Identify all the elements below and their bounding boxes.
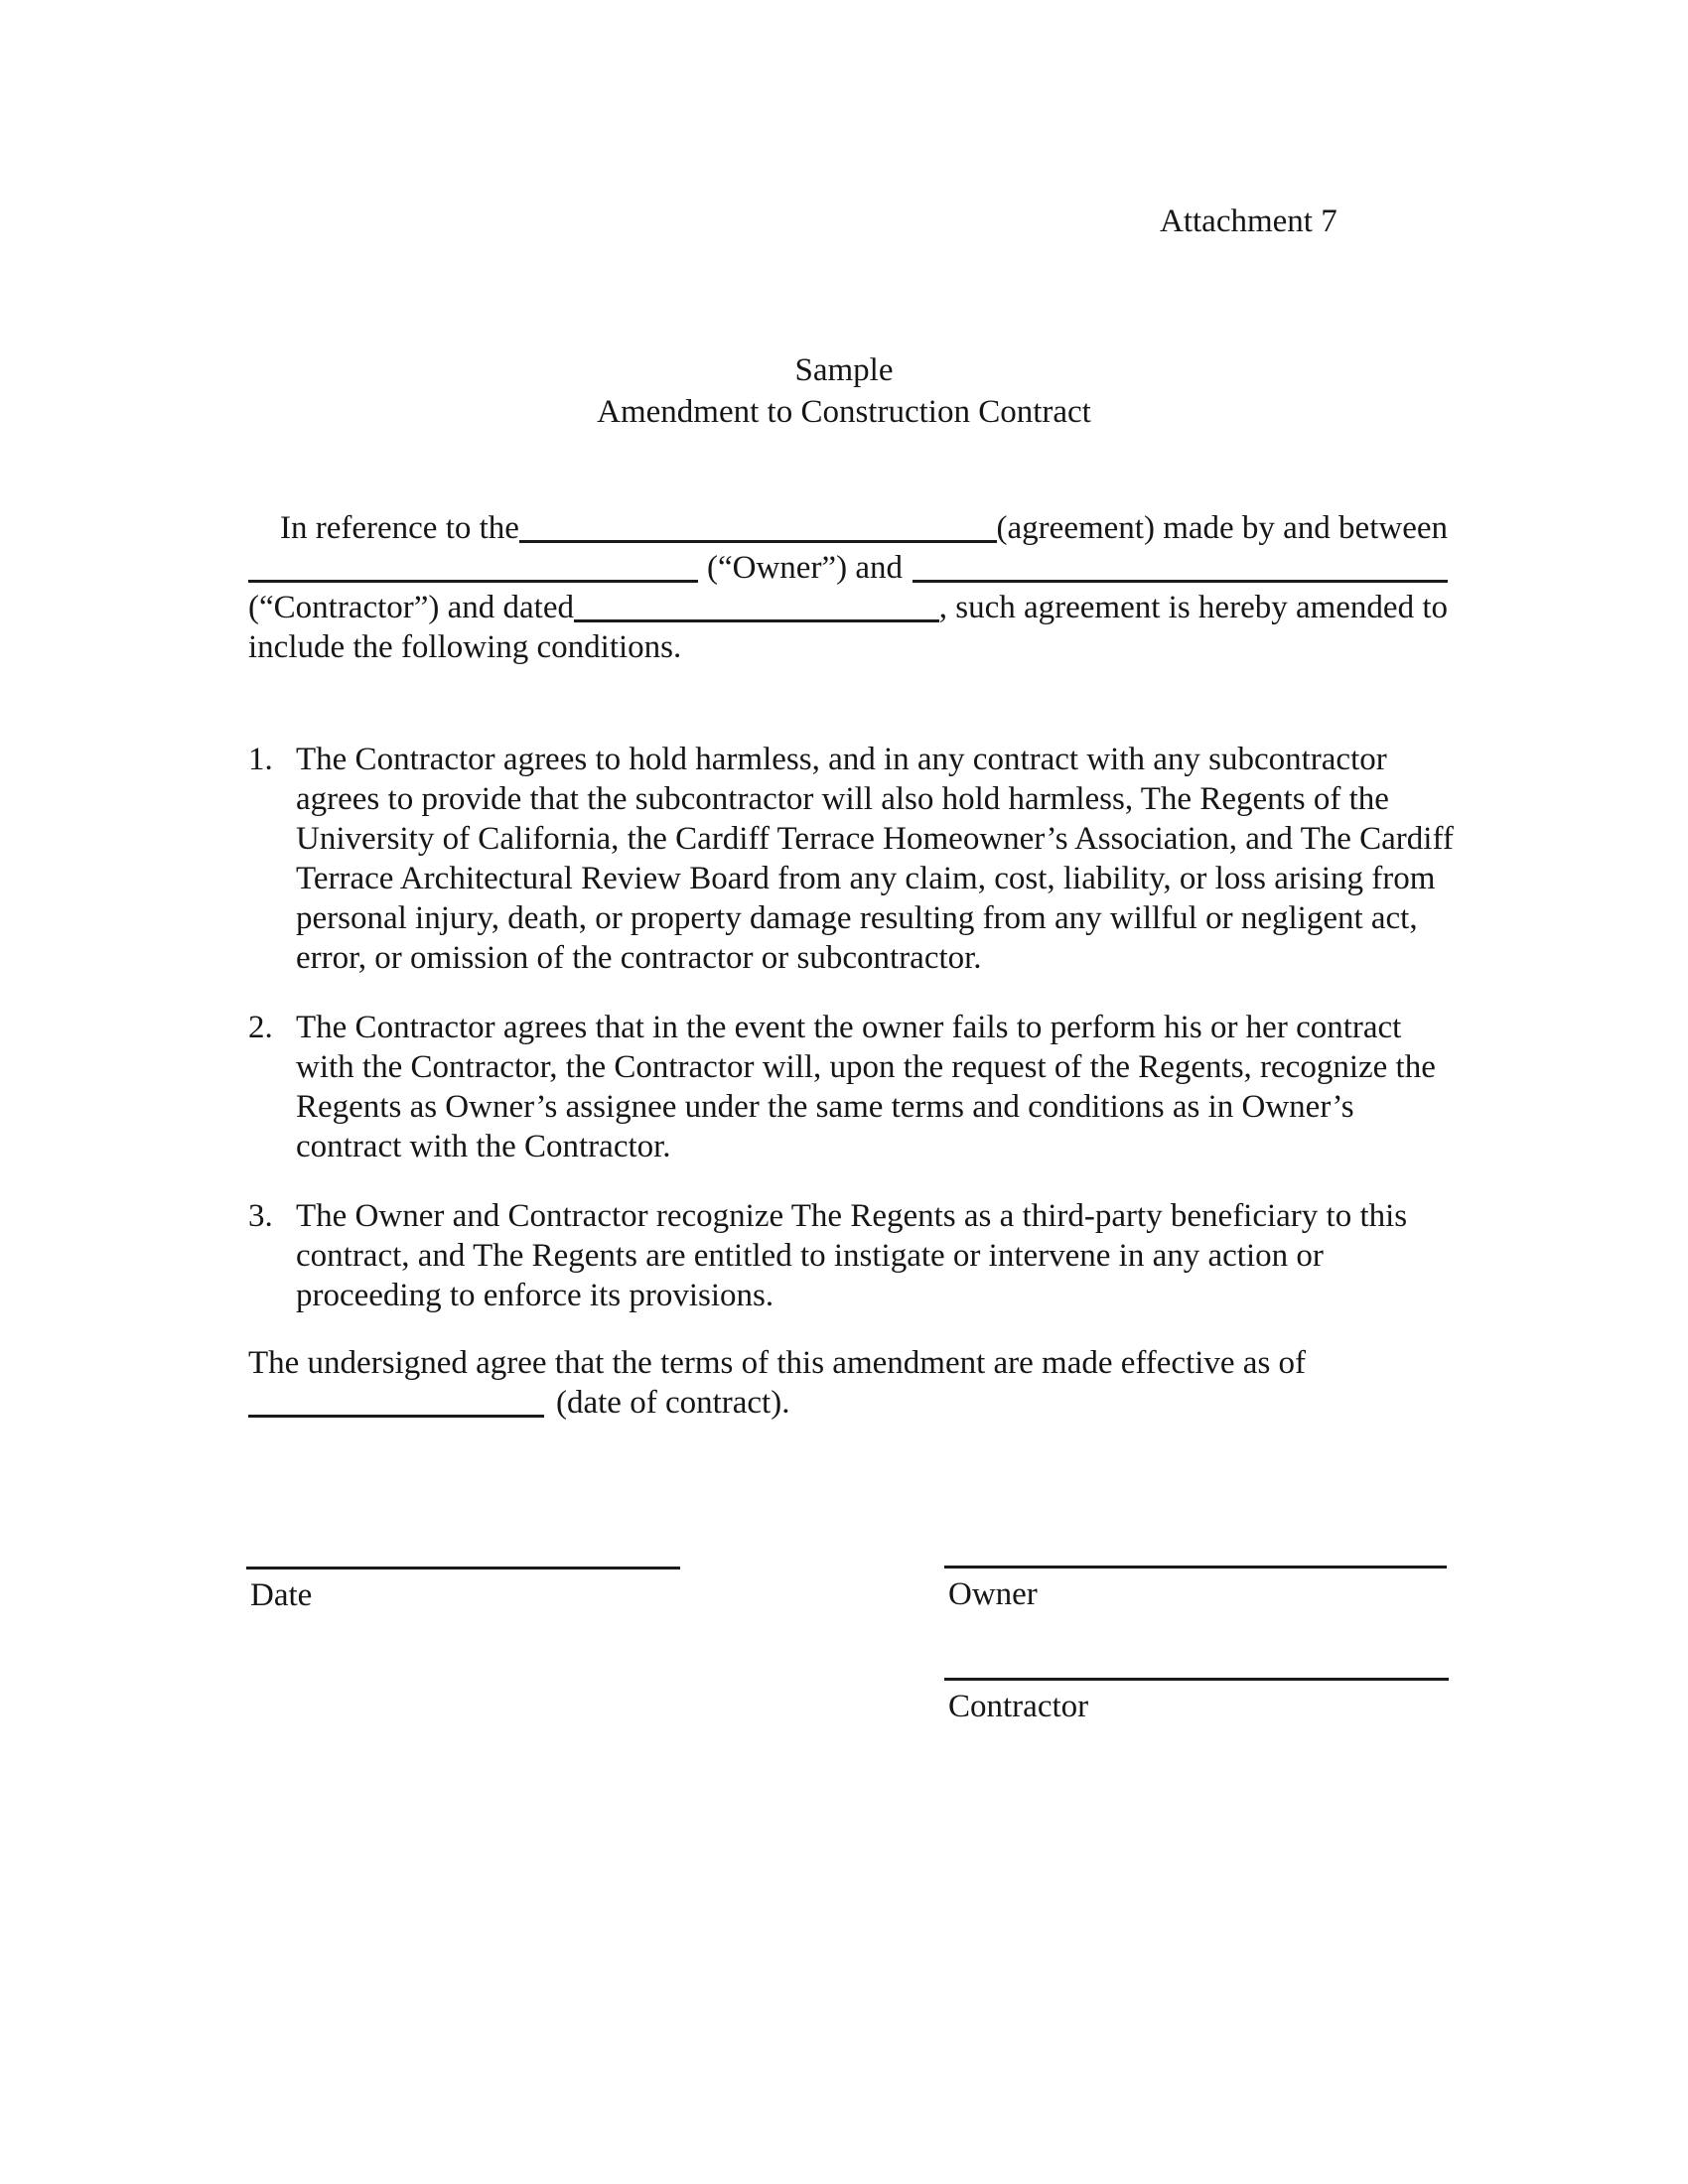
attachment-label: Attachment 7 (1160, 204, 1337, 239)
first-line-indent (248, 508, 280, 548)
condition-number: 1. (248, 742, 273, 777)
owner-label: Owner (948, 1576, 1038, 1612)
effective-line-1 (248, 1343, 1448, 1383)
condition-number: 2. (248, 1010, 273, 1045)
condition-item-2 (248, 1008, 1460, 1166)
date-label: Date (250, 1577, 313, 1613)
document-title-block (0, 349, 1688, 433)
intro-line1-post: (agreement) made by and between (996, 510, 1448, 546)
intro-line-1 (248, 508, 1448, 548)
signature-block-contractor (944, 1678, 1449, 1726)
condition-item-1 (248, 740, 1460, 978)
intro-line-4 (248, 627, 1448, 667)
dated-blank (574, 588, 939, 622)
condition-number: 3. (248, 1198, 273, 1234)
effective-date-paragraph (248, 1343, 1448, 1423)
signature-block-owner (944, 1566, 1447, 1614)
effective-line1-text: The undersigned agree that the terms of this amendment are made effective as of (248, 1345, 1307, 1381)
intro-line3-post: , such agreement is hereby amended to (938, 590, 1448, 625)
contractor-name-blank (913, 548, 1448, 583)
effective-date-blank (248, 1383, 544, 1418)
intro-paragraph (248, 508, 1448, 667)
condition-item-3 (248, 1196, 1460, 1315)
intro-line-2 (248, 548, 1448, 588)
agreement-title-blank (519, 508, 997, 543)
effective-line2-text: (date of contract). (556, 1385, 790, 1421)
owner-name-blank (248, 548, 698, 583)
intro-line4-text: include the following conditions. (248, 629, 682, 665)
condition-text: The Owner and Contractor recognize The Regents as a third-party beneficiary to this contract, and The Regents are entitled to instigate or intervene in any action or proceeding to enforce its provisions. (296, 1198, 1408, 1313)
condition-text: The Contractor agrees to hold harmless, and in any contract with any subcontractor agrees to provide that the subcontractor will also hold harmless, The Regents of the University of California, the Cardiff Terrace Homeowner’s Association, and The Cardiff Terrace Architectural Review Board from any claim, cost, liability, or loss arising from personal injury, death, or property damage resulting from any willful or negligent act, error, or omission of the contractor or subcontractor. (296, 742, 1454, 976)
intro-line-3 (248, 588, 1448, 627)
intro-line1-pre: In reference to the (280, 510, 519, 546)
contractor-label: Contractor (948, 1689, 1089, 1724)
effective-line-2 (248, 1383, 1448, 1423)
document-title-amendment: Amendment to Construction Contract (597, 394, 1091, 430)
intro-line3-pre: (“Contractor”) and dated (248, 590, 575, 625)
intro-line2-mid: (“Owner”) and (707, 550, 903, 586)
document-title-sample: Sample (794, 352, 894, 388)
condition-text: The Contractor agrees that in the event the owner fails to perform his or her contract with the Contractor, the Contractor will, upon the request of the Regents, recognize the Regents as Owner’s assignee under the same terms and conditions as in Owner’s contract with the Contractor. (296, 1010, 1436, 1164)
signature-block-date (246, 1567, 680, 1615)
conditions-list (248, 740, 1460, 1315)
